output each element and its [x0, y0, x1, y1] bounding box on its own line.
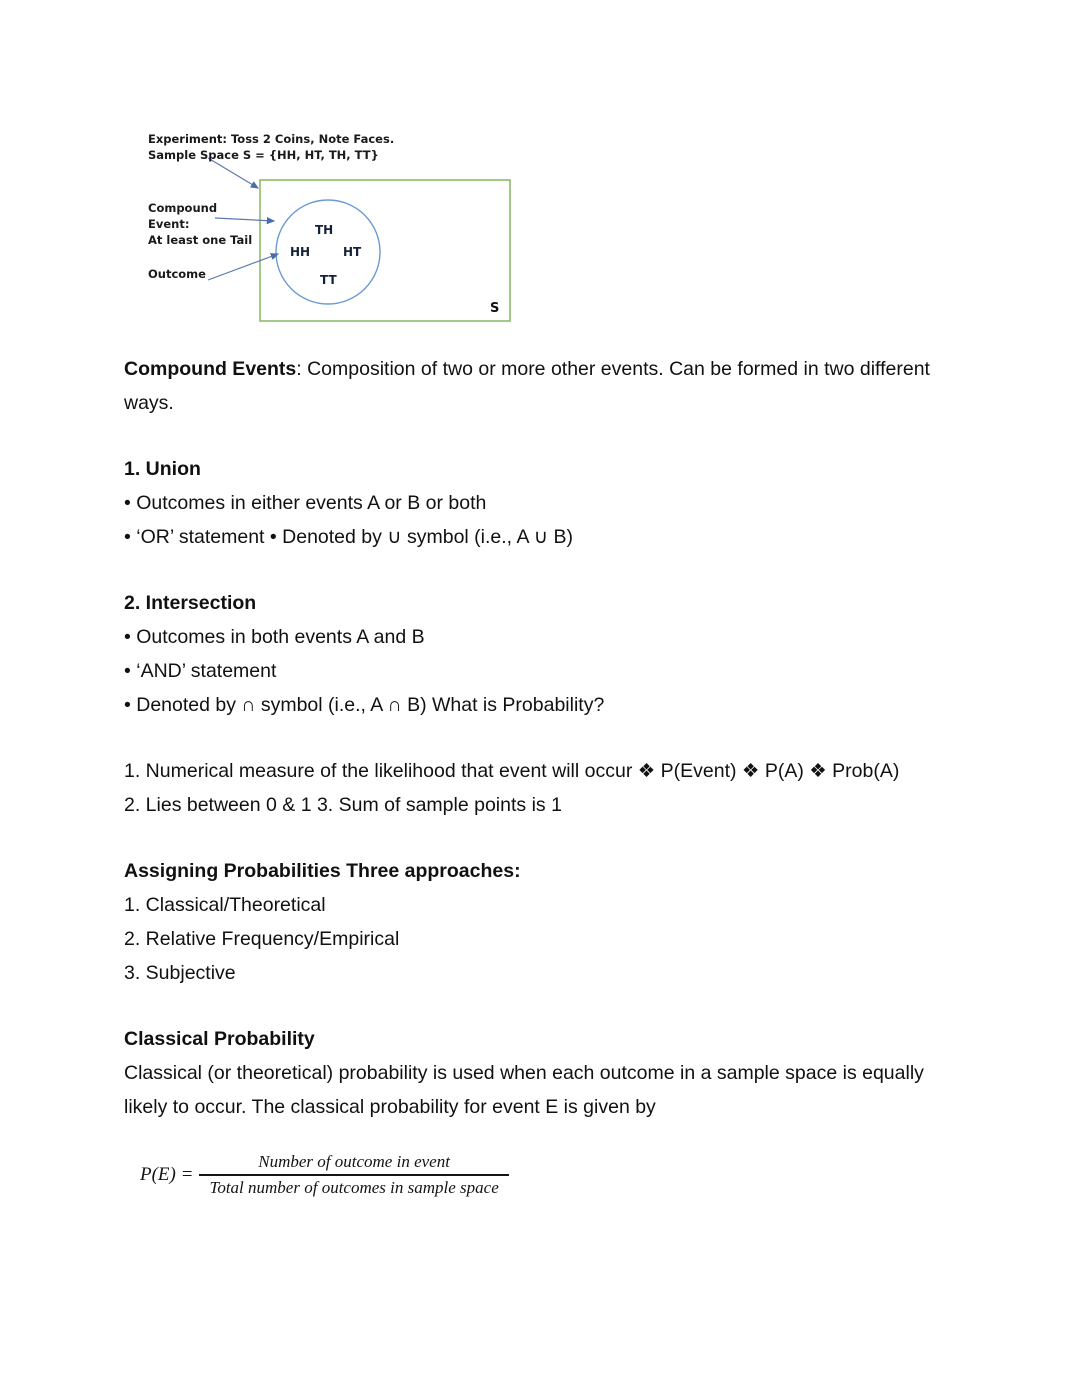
- classical-probability-paragraph: Classical (or theoretical) probability is used when each outcome in a sample space is equally likely to occur. The classical probability for event E is given by: [124, 1062, 924, 1118]
- intersection-heading: 2. Intersection: [124, 592, 257, 614]
- classical-probability-formula: [140, 1152, 509, 1198]
- label-outcome: Outcome: [148, 267, 206, 281]
- figure-title-line-1: Experiment: Toss 2 Coins, Note Faces.: [148, 132, 395, 146]
- intersection-bullet-1: • Outcomes in both events A and B: [124, 626, 425, 648]
- union-bullet-2: • ‘OR’ statement • Denoted by ∪ symbol (i.e., A ∪ B): [124, 526, 573, 548]
- document-body: [124, 352, 940, 1124]
- assigning-item-2: 2. Relative Frequency/Empirical: [124, 928, 400, 950]
- probability-point-2: 2. Lies between 0 & 1 3. Sum of sample points is 1: [124, 794, 562, 816]
- intersection-bullet-2: • ‘AND’ statement: [124, 660, 277, 682]
- outcome-th: TH: [315, 223, 334, 237]
- formula-left-hand-side: P(E) =: [140, 1163, 194, 1185]
- compound-events-term: Compound Events: [124, 358, 297, 380]
- spacer: [124, 420, 940, 452]
- assigning-item-3: 3. Subjective: [124, 962, 236, 984]
- formula-fraction: [199, 1152, 508, 1198]
- label-compound-line-3: At least one Tail: [148, 233, 253, 247]
- classical-probability-heading: Classical Probability: [124, 1028, 315, 1050]
- outcome-hh: HH: [290, 245, 311, 259]
- union-bullet-1: • Outcomes in either events A or B or both: [124, 492, 487, 514]
- outcome-ht: HT: [343, 245, 362, 259]
- assigning-item-1: 1. Classical/Theoretical: [124, 894, 326, 916]
- union-heading: 1. Union: [124, 458, 201, 480]
- arrow-to-sample-space: [208, 158, 258, 188]
- intersection-bullet-3: • Denoted by ∩ symbol (i.e., A ∩ B) What is Probability?: [124, 694, 605, 716]
- outcome-tt: TT: [320, 273, 337, 287]
- compound-events-definition: : Composition of two or more other events. Can be formed in two different ways.: [124, 358, 930, 414]
- label-compound-line-2: Event:: [148, 217, 190, 231]
- spacer: [124, 722, 940, 754]
- venn-diagram-figure: [140, 132, 540, 332]
- formula-denominator: Total number of outcomes in sample space: [209, 1177, 499, 1197]
- sample-space-label: S: [490, 301, 500, 316]
- compound-events-paragraph: [124, 352, 940, 420]
- spacer: [124, 990, 940, 1022]
- probability-point-1: 1. Numerical measure of the likelihood that event will occur ❖ P(Event) ❖ P(A) ❖ Prob(A): [124, 760, 900, 782]
- label-compound-line-1: Compound: [148, 201, 218, 215]
- spacer: [124, 554, 940, 586]
- formula-numerator: Number of outcome in event: [258, 1152, 450, 1171]
- spacer: [124, 822, 940, 854]
- assigning-probabilities-heading: Assigning Probabilities Three approaches:: [124, 860, 521, 882]
- figure-title-line-2: Sample Space S = {HH, HT, TH, TT}: [148, 148, 379, 162]
